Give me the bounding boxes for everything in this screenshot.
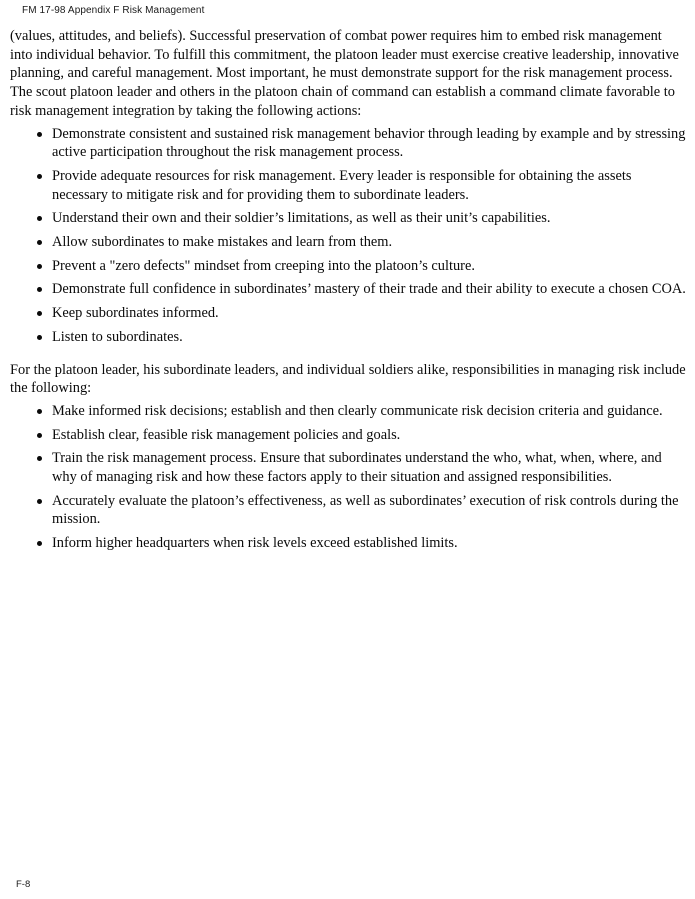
list-item-text: Understand their own and their soldier’s limitations, as well as their unit’s capabilities. (52, 210, 551, 227)
list-item (10, 449, 686, 486)
list-item (10, 328, 686, 347)
paragraph-responsibilities: For the platoon leader, his subordinate leaders, and individual soldiers alike, responsibilities in managing risk include the following: (10, 361, 686, 397)
bullet-list-responsibilities (10, 402, 686, 553)
list-item-text: Establish clear, feasible risk management policies and goals. (52, 426, 401, 443)
list-item (10, 233, 686, 252)
list-item-text: Accurately evaluate the platoon’s effectiveness, as well as subordinates’ execution of risk controls during the mission. (52, 492, 679, 528)
running-header: FM 17-98 Appendix F Risk Management (22, 5, 205, 16)
list-item-text: Make informed risk decisions; establish and then clearly communicate risk decision criteria and guidance. (52, 402, 663, 419)
list-item (10, 280, 686, 299)
list-item (10, 534, 686, 553)
list-item (10, 125, 686, 162)
bullet-list-command-climate (10, 125, 686, 347)
list-item (10, 304, 686, 323)
bullet-icon (37, 409, 42, 414)
bullet-icon (37, 335, 42, 340)
bullet-icon (37, 132, 42, 137)
page-number: F-8 (16, 879, 31, 890)
bullet-icon (37, 264, 42, 269)
list-item-text: Demonstrate consistent and sustained risk management behavior through leading by example and by stressing active participation throughout the risk management process. (52, 125, 686, 161)
bullet-icon (37, 311, 42, 316)
bullet-icon (37, 174, 42, 179)
list-item (10, 209, 686, 228)
list-item-text: Listen to subordinates. (52, 328, 183, 345)
bullet-icon (37, 216, 42, 221)
bullet-icon (37, 499, 42, 504)
list-item (10, 492, 686, 529)
list-item-text: Train the risk management process. Ensure that subordinates understand the who, what, when, where, and why of managing risk and how these factors apply to their situation and assigned responsibilities. (52, 450, 662, 486)
list-item-text: Provide adequate resources for risk management. Every leader is responsible for obtaining the assets necessary to mitigate risk and for providing them to subordinate leaders. (52, 167, 632, 203)
list-item-text: Allow subordinates to make mistakes and learn from them. (52, 234, 393, 251)
list-item-text: Keep subordinates informed. (52, 305, 219, 322)
document-content (10, 27, 686, 565)
bullet-icon (37, 433, 42, 438)
bullet-icon (37, 541, 42, 546)
bullet-icon (37, 240, 42, 245)
bullet-icon (37, 287, 42, 292)
paragraph-intro: (values, attitudes, and beliefs). Successful preservation of combat power requires him to embed risk management into individual behavior. To fulfill this commitment, the platoon leader must exercise creative leadership, innovative planning, and careful management. Most important, he must demonstrate support for the risk management process. The scout platoon leader and others in the platoon chain of command can establish a command climate favorable to risk management integration by taking the following actions: (10, 28, 679, 119)
list-item-text: Demonstrate full confidence in subordinates’ mastery of their trade and their ability to execute a chosen COA. (52, 281, 686, 298)
list-item-text: Prevent a "zero defects" mindset from creeping into the platoon’s culture. (52, 257, 475, 274)
list-item (10, 167, 686, 204)
list-item (10, 402, 686, 421)
list-item (10, 426, 686, 445)
list-item (10, 257, 686, 276)
bullet-icon (37, 456, 42, 461)
list-item-text: Inform higher headquarters when risk levels exceed established limits. (52, 535, 458, 552)
